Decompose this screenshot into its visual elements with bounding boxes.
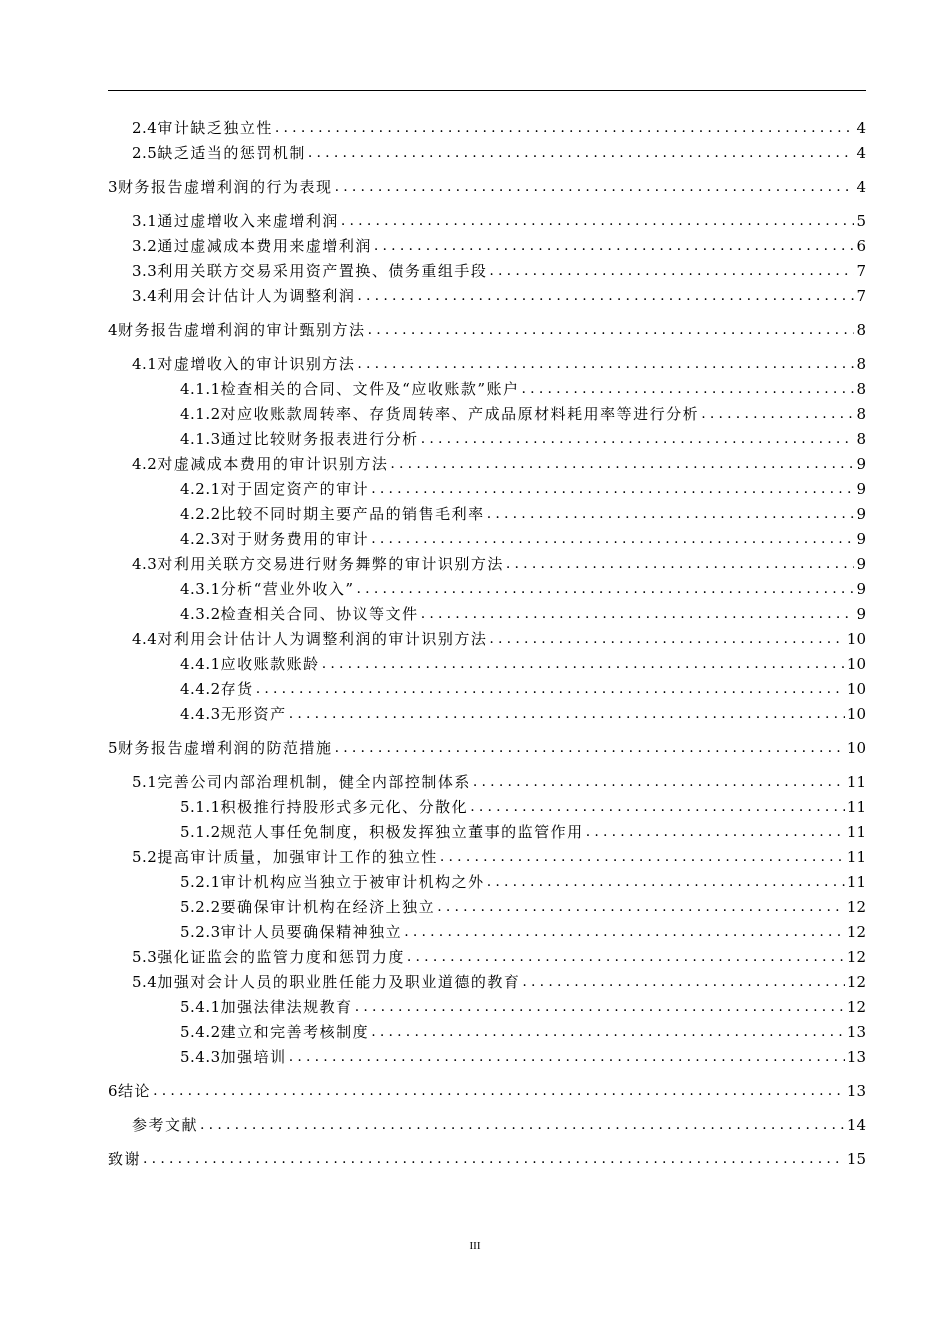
toc-entry-number: 4.3	[132, 555, 158, 573]
toc-entry-title: 强化证监会的监管力度和惩罚力度	[157, 948, 405, 966]
toc-entry[interactable]	[132, 234, 866, 256]
toc-entry-title: 存货	[220, 680, 254, 698]
toc-entry-page: 15	[846, 1150, 866, 1168]
toc-entry[interactable]	[180, 402, 866, 424]
toc-entry-page: 12	[846, 923, 866, 941]
toc-entry[interactable]	[132, 284, 866, 306]
toc-entry[interactable]	[180, 995, 866, 1017]
toc-entry-page: 9	[856, 455, 866, 473]
toc-entry-title: 加强培训	[220, 1048, 287, 1066]
toc-entry-number: 2.5	[132, 144, 158, 162]
dot-leader	[487, 504, 855, 524]
page-number: III	[469, 1240, 481, 1252]
toc-entry-number: 5.2.2	[180, 898, 221, 916]
toc-entry-page: 11	[846, 823, 866, 841]
toc-entry[interactable]	[132, 845, 866, 867]
toc-entry[interactable]	[108, 318, 866, 340]
toc-entry[interactable]	[180, 577, 866, 599]
toc-entry-title: 建立和完善考核制度	[220, 1023, 370, 1041]
toc-entry-page: 13	[846, 1023, 866, 1041]
dot-leader	[289, 1047, 845, 1067]
toc-entry-number: 5.4.3	[180, 1048, 221, 1066]
dot-leader	[371, 479, 854, 499]
toc-entry-page: 11	[846, 848, 866, 866]
toc-entry-number: 4.4.2	[180, 680, 221, 698]
toc-entry-page: 7	[856, 287, 866, 305]
toc-entry-number: 4.4.1	[180, 655, 221, 673]
toc-entry[interactable]	[180, 702, 866, 724]
toc-entry-title: 比较不同时期主要产品的销售毛利率	[220, 505, 485, 523]
dot-leader	[200, 1115, 845, 1135]
toc-entry-page: 4	[856, 178, 866, 196]
toc-entry-page: 9	[856, 480, 866, 498]
toc-entry-number: 5.1	[132, 773, 158, 791]
toc-entry-number: 5.4	[132, 973, 158, 991]
dot-leader	[506, 554, 855, 574]
toc-entry[interactable]	[180, 377, 866, 399]
toc-entry-page: 6	[856, 237, 866, 255]
dot-leader	[470, 797, 845, 817]
toc-entry-title: 对虚减成本费用的审计识别方法	[157, 455, 389, 473]
toc-entry-number: 4	[108, 321, 119, 339]
dot-leader	[404, 922, 845, 942]
dot-leader	[357, 354, 854, 374]
toc-entry-title: 检查相关的合同、文件及“应收账款”账户	[220, 380, 520, 398]
dot-leader	[341, 211, 855, 231]
toc-entry[interactable]	[108, 1147, 866, 1169]
dot-leader	[701, 404, 854, 424]
toc-entry-number: 4.3.2	[180, 605, 221, 623]
dot-leader	[522, 972, 845, 992]
toc-entry-page: 12	[846, 898, 866, 916]
toc-entry-title: 对于财务费用的审计	[220, 530, 370, 548]
dot-leader	[143, 1149, 845, 1169]
toc-entry[interactable]	[180, 677, 866, 699]
toc-entry-number: 3.4	[132, 287, 158, 305]
toc-entry[interactable]	[132, 141, 866, 163]
toc-entry-page: 13	[846, 1082, 866, 1100]
toc-entry[interactable]	[108, 736, 866, 758]
toc-entry-title: 财务报告虚增利润的防范措施	[118, 739, 333, 757]
toc-entry-title: 审计缺乏独立性	[157, 119, 273, 137]
dot-leader	[335, 738, 845, 758]
toc-entry[interactable]	[180, 795, 866, 817]
toc-entry-title: 利用关联方交易采用资产置换、债务重组手段	[157, 262, 488, 280]
toc-entry-number: 4.2.3	[180, 530, 221, 548]
toc-entry[interactable]	[132, 116, 866, 138]
toc-entry-page: 9	[856, 605, 866, 623]
toc-entry-title: 应收账款账龄	[220, 655, 320, 673]
toc-entry[interactable]	[180, 427, 866, 449]
toc-entry-number: 4.4.3	[180, 705, 221, 723]
toc-entry-page: 12	[846, 998, 866, 1016]
toc-entry-number: 5	[108, 739, 119, 757]
toc-entry-title: 对利用关联方交易进行财务舞弊的审计识别方法	[157, 555, 504, 573]
toc-entry-page: 9	[856, 580, 866, 598]
toc-entry-number: 4.1.2	[180, 405, 221, 423]
toc-entry-title: 分析“营业外收入”	[220, 580, 355, 598]
toc-entry-number: 4.2.1	[180, 480, 221, 498]
toc-entry-title: 积极推行持股形式多元化、分散化	[220, 798, 469, 816]
toc-entry[interactable]	[180, 820, 866, 842]
toc-entry-title: 对虚增收入的审计识别方法	[157, 355, 356, 373]
dot-leader	[357, 579, 855, 599]
toc-entry-page: 5	[856, 212, 866, 230]
dot-leader	[487, 872, 845, 892]
dot-leader	[473, 772, 845, 792]
toc-entry-number: 4.3.1	[180, 580, 221, 598]
toc-entry-page: 10	[846, 630, 866, 648]
dot-leader	[421, 604, 855, 624]
toc-entry-title: 通过虚减成本费用来虚增利润	[157, 237, 372, 255]
toc-entry-page: 9	[856, 505, 866, 523]
toc-entry[interactable]	[132, 209, 866, 231]
toc-entry-page: 11	[846, 773, 866, 791]
toc-entry-page: 8	[856, 430, 866, 448]
toc-entry-number: 3.1	[132, 212, 158, 230]
toc-entry-number: 4.4	[132, 630, 158, 648]
toc-entry-page: 13	[846, 1048, 866, 1066]
toc-entry-title: 加强法律法规教育	[220, 998, 353, 1016]
dot-leader	[289, 704, 845, 724]
toc-entry[interactable]	[180, 1020, 866, 1042]
toc-entry-page: 4	[856, 119, 866, 137]
toc-entry[interactable]	[132, 970, 866, 992]
toc-entry[interactable]	[180, 527, 866, 549]
toc-entry[interactable]	[180, 502, 866, 524]
toc-entry[interactable]	[132, 452, 866, 474]
toc-entry-page: 4	[856, 144, 866, 162]
toc-entry-page: 11	[846, 873, 866, 891]
toc-entry[interactable]	[132, 770, 866, 792]
dot-leader	[256, 679, 845, 699]
toc-entry[interactable]	[180, 1045, 866, 1067]
toc-entry-page: 14	[846, 1116, 866, 1134]
toc-entry-number: 3.3	[132, 262, 158, 280]
dot-leader	[371, 529, 854, 549]
dot-leader	[153, 1081, 845, 1101]
toc-entry-title: 利用会计估计人为调整利润	[157, 287, 356, 305]
toc-entry-number: 5.1.1	[180, 798, 221, 816]
toc-entry-number: 5.2.3	[180, 923, 221, 941]
toc-entry-title: 通过虚增收入来虚增利润	[157, 212, 339, 230]
toc-entry-title: 对于固定资产的审计	[220, 480, 370, 498]
toc-entry-title: 要确保审计机构在经济上独立	[220, 898, 436, 916]
toc-entry-number: 4.1.1	[180, 380, 221, 398]
dot-leader	[335, 177, 855, 197]
toc-entry-title: 致谢	[108, 1150, 142, 1168]
toc-entry-page: 9	[856, 530, 866, 548]
toc-entry[interactable]	[180, 477, 866, 499]
toc-entry-page: 10	[846, 739, 866, 757]
toc-entry-title: 规范人事任免制度，积极发挥独立董事的监管作用	[220, 823, 584, 841]
toc-entry-title: 缺乏适当的惩罚机制	[157, 144, 306, 162]
toc-entry-number: 5.1.2	[180, 823, 221, 841]
toc-entry-page: 8	[856, 405, 866, 423]
toc-entry-page: 10	[846, 680, 866, 698]
dot-leader	[489, 629, 845, 649]
dot-leader	[440, 847, 845, 867]
dot-leader	[586, 822, 845, 842]
toc-entry-number: 6	[108, 1082, 119, 1100]
toc-entry-page: 8	[856, 355, 866, 373]
dot-leader	[322, 654, 845, 674]
toc-entry-number: 2.4	[132, 119, 158, 137]
toc-entry-title: 无形资产	[220, 705, 287, 723]
toc-entry-title: 对应收账款周转率、存货周转率、产成品原材料耗用率等进行分析	[220, 405, 700, 423]
toc-entry-title: 审计人员要确保精神独立	[220, 923, 403, 941]
toc-entry-number: 4.2	[132, 455, 158, 473]
toc-entry-number: 3.2	[132, 237, 158, 255]
toc-entry-number: 5.2.1	[180, 873, 221, 891]
toc-entry-number: 4.1	[132, 355, 158, 373]
toc-entry[interactable]	[108, 1079, 866, 1101]
toc-entry-page: 9	[856, 555, 866, 573]
toc-entry[interactable]	[132, 945, 866, 967]
toc-entry[interactable]	[180, 895, 866, 917]
toc-entry-number: 5.4.2	[180, 1023, 221, 1041]
dot-leader	[275, 118, 855, 138]
toc-entry-page: 8	[856, 321, 866, 339]
toc-entry-title: 审计机构应当独立于被审计机构之外	[220, 873, 485, 891]
toc-entry-title: 对利用会计估计人为调整利润的审计识别方法	[157, 630, 488, 648]
toc-entry-page: 8	[856, 380, 866, 398]
toc-entry-number: 4.2.2	[180, 505, 221, 523]
dot-leader	[522, 379, 855, 399]
dot-leader	[374, 236, 855, 256]
toc-entry-page: 12	[846, 948, 866, 966]
header-rule	[108, 90, 866, 91]
toc-entry-title: 财务报告虚增利润的审计甄别方法	[118, 321, 366, 339]
toc-entry[interactable]	[180, 602, 866, 624]
dot-leader	[489, 261, 854, 281]
toc-entry-number: 5.2	[132, 848, 158, 866]
dot-leader	[371, 1022, 845, 1042]
toc-entry-title: 通过比较财务报表进行分析	[220, 430, 419, 448]
dot-leader	[421, 429, 855, 449]
dot-leader	[368, 320, 855, 340]
toc-entry-title: 提高审计质量，加强审计工作的独立性	[157, 848, 438, 866]
toc-entry-page: 7	[856, 262, 866, 280]
toc-entry-title: 参考文献	[132, 1116, 199, 1134]
toc-entry-title: 完善公司内部治理机制，健全内部控制体系	[157, 773, 471, 791]
toc-entry[interactable]	[180, 652, 866, 674]
toc-entry[interactable]	[108, 175, 866, 197]
toc-entry[interactable]	[180, 920, 866, 942]
dot-leader	[437, 897, 845, 917]
toc-entry-page: 11	[846, 798, 866, 816]
toc-entry-page: 12	[846, 973, 866, 991]
toc-entry-number: 3	[108, 178, 119, 196]
toc-entry[interactable]	[132, 259, 866, 281]
toc-entry-title: 财务报告虚增利润的行为表现	[118, 178, 333, 196]
toc-entry-page: 10	[846, 705, 866, 723]
toc-entry[interactable]	[132, 627, 866, 649]
toc-entry-number: 4.1.3	[180, 430, 221, 448]
toc-entry[interactable]	[132, 352, 866, 374]
toc-entry-page: 10	[846, 655, 866, 673]
dot-leader	[355, 997, 845, 1017]
toc-entry-title: 结论	[118, 1082, 152, 1100]
toc-entry-title: 检查相关合同、协议等文件	[220, 605, 419, 623]
toc-entry-number: 5.3	[132, 948, 158, 966]
dot-leader	[357, 286, 854, 306]
dot-leader	[390, 454, 854, 474]
toc-entry[interactable]	[132, 552, 866, 574]
toc-entry[interactable]	[180, 870, 866, 892]
toc-entry-title: 加强对会计人员的职业胜任能力及职业道德的教育	[157, 973, 521, 991]
toc-entry[interactable]	[132, 1113, 866, 1135]
dot-leader	[407, 947, 845, 967]
toc-entry-number: 5.4.1	[180, 998, 221, 1016]
dot-leader	[308, 143, 855, 163]
